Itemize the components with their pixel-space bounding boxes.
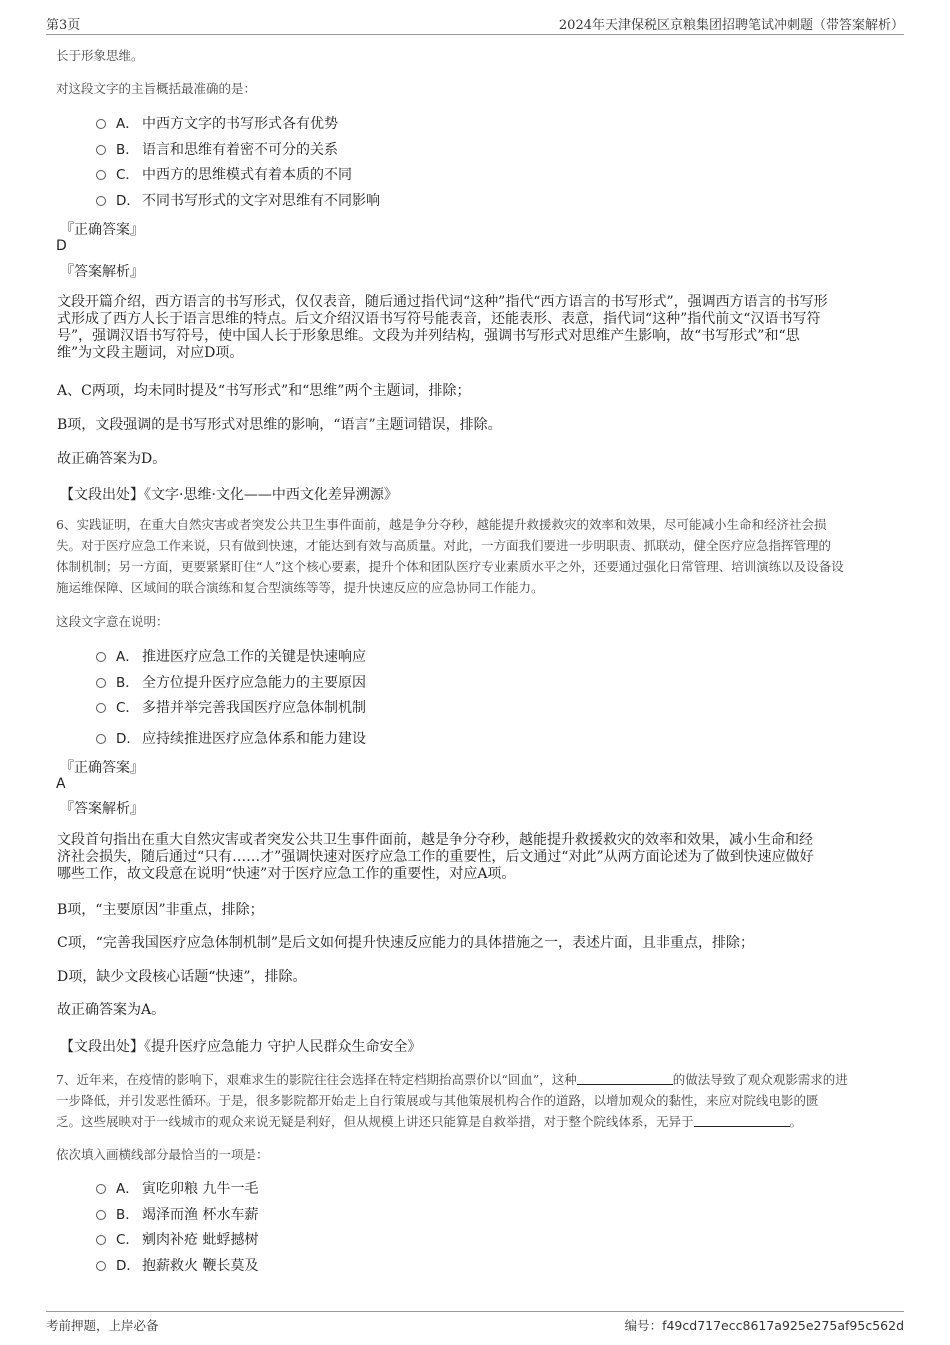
correct-answer-label: 『正确答案』 xyxy=(60,222,144,238)
option-d[interactable]: D． 抱薪救火 鞭长莫及 xyxy=(96,1255,258,1277)
conclusion: 故正确答案为D。 xyxy=(57,451,167,467)
radio-icon[interactable] xyxy=(96,1210,106,1220)
radio-icon[interactable] xyxy=(96,652,106,662)
footer-slogan: 考前押题，上岸必备 xyxy=(46,1318,159,1333)
radio-icon[interactable] xyxy=(96,1235,106,1245)
option-c[interactable]: C． 多措并举完善我国医疗应急体制机制 xyxy=(96,697,366,719)
option-d[interactable]: D． 不同书写形式的文字对思维有不同影响 xyxy=(96,190,380,212)
exclusion-ac: A、C两项，均未同时提及“书写形式”和“思维”两个主题词，排除； xyxy=(57,383,471,399)
radio-icon[interactable] xyxy=(96,145,106,155)
radio-icon[interactable] xyxy=(96,703,106,713)
source-citation: 【文段出处】《文字·思维·文化——中西文化差异溯源》 xyxy=(60,487,398,503)
passage-tail: 长于形象思维。 xyxy=(56,48,144,63)
radio-icon[interactable] xyxy=(96,734,106,744)
option-a[interactable]: A． 推进医疗应急工作的关键是快速响应 xyxy=(96,646,366,668)
option-d[interactable]: D． 应持续推进医疗应急体系和能力建设 xyxy=(96,728,366,750)
exclusion-d: D项，缺少文段核心话题“快速”，排除。 xyxy=(57,969,307,985)
question-prompt: 对这段文字的主旨概括最准确的是： xyxy=(56,81,257,96)
question-6-stem: 6、实践证明，在重大自然灾害或者突发公共卫生事件面前，越是争分夺秒，越能提升救援救灾的效率和效果，尽可能减小生命和经济社会损 失。对于医疗应急工作来说，只有做到快速，才能达到有效与高质量。对此，一方面我们要进一步明职责、抓联动，健全医疗应急指挥管理的 体制机制；另一方面，更要紧紧盯住“人”这个核心要素，提升个体和团队医疗专业素质水平之外，还要通过强化日常管理、培训演练以及设备设 施运维保障、区域间的联合演练和复合型演练等等，提升快速反应的应急协同工作能力。 xyxy=(56,517,844,595)
radio-icon[interactable] xyxy=(96,119,106,129)
option-b[interactable]: B． 语言和思维有着密不可分的关系 xyxy=(96,139,338,161)
radio-icon[interactable] xyxy=(96,196,106,206)
analysis-text: 文段首句指出在重大自然灾害或者突发公共卫生事件面前，越是争分夺秒，越能提升救援救灾的效率和效果，减小生命和经 济社会损失，随后通过“只有……才”强调快速对医疗应急工作的重要性，后文通过“对此”从两方面论述为了做到快速应做好 哪些工作，故文段意在说明“快速”对于医疗应急工作的重要性，对应A项。 xyxy=(57,832,814,882)
radio-icon[interactable] xyxy=(96,170,106,180)
analysis-label: 『答案解析』 xyxy=(60,264,144,280)
option-a[interactable]: A． 中西方文字的书写形式各有优势 xyxy=(96,113,338,135)
exclusion-c: C项，“完善我国医疗应急体制机制”是后文如何提升快速反应能力的具体措施之一，表述片面，且非重点，排除； xyxy=(57,935,755,951)
radio-icon[interactable] xyxy=(96,1261,106,1271)
page-header xyxy=(46,12,904,35)
correct-answer-label: 『正确答案』 xyxy=(60,760,144,776)
radio-icon[interactable] xyxy=(96,678,106,688)
analysis-label: 『答案解析』 xyxy=(60,801,144,817)
question-prompt: 依次填入画横线部分最恰当的一项是： xyxy=(56,1147,269,1162)
document-code: 编号：f49cd717ecc8617a925e275af95c562d xyxy=(624,1318,904,1333)
option-c[interactable]: C． 中西方的思维模式有着本质的不同 xyxy=(96,164,352,186)
option-c[interactable]: C． 剜肉补疮 蚍蜉撼树 xyxy=(96,1229,258,1251)
radio-icon[interactable] xyxy=(96,1184,106,1194)
correct-answer: D xyxy=(56,238,67,254)
fill-blank-1 xyxy=(577,1072,673,1085)
page-footer xyxy=(46,1311,904,1336)
document-title: 2024年天津保税区京粮集团招聘笔试冲刺题（带答案解析） xyxy=(558,18,904,33)
page-number: 第3页 xyxy=(46,18,81,33)
option-b[interactable]: B． 全方位提升医疗应急能力的主要原因 xyxy=(96,672,366,694)
option-a[interactable]: A． 寅吃卯粮 九牛一毛 xyxy=(96,1178,258,1200)
conclusion: 故正确答案为A。 xyxy=(57,1002,166,1018)
exclusion-b: B项，“主要原因”非重点，排除； xyxy=(57,902,264,918)
source-citation: 【文段出处】《提升医疗应急能力 守护人民群众生命安全》 xyxy=(60,1039,422,1055)
question-7-stem: 7、近年来，在疫情的影响下，艰难求生的影院往往会选择在特定档期抬高票价以“回血”，这种 的做法导致了观众观影需求的进 一步降低，并引发恶性循环。于是，很多影院都开始走上自行策展或与其他策展机构合作的道路，以增加观众的黏性，来应对院线电影的匮 乏。这些展映对于一线城市的观众来说无疑是利好，但从规模上讲还只能算是自救举措，对于整个院线体系，无异于 。 xyxy=(56,1072,848,1129)
exclusion-b: B项，文段强调的是书写形式对思维的影响，“语言”主题词错误，排除。 xyxy=(57,417,502,433)
option-b[interactable]: B． 竭泽而渔 杯水车薪 xyxy=(96,1204,258,1226)
analysis-text: 文段开篇介绍，西方语言的书写形式，仅仅表音，随后通过指代词“这种”指代“西方语言的书写形式”，强调西方语言的书写形 式形成了西方人长于语言思维的特点。后文介绍汉语书写符号能表音，还能表形、表意，指代词“这种”指代前文“汉语书写符 号”，强调汉语书写符号，使中国人长于形象思维。文段为并列结构，强调书写形式对思维产生影响，故“书写形式”和“思 维”为文段主题词，对应D项。 xyxy=(57,294,828,361)
correct-answer: A xyxy=(56,776,66,792)
question-prompt: 这段文字意在说明： xyxy=(56,614,169,629)
fill-blank-2 xyxy=(694,1114,790,1127)
